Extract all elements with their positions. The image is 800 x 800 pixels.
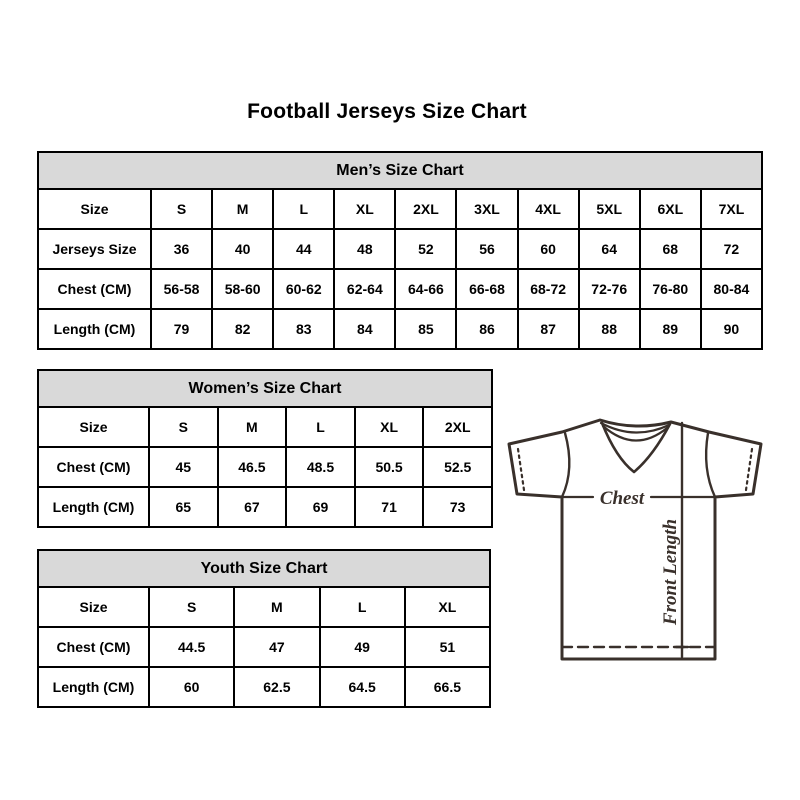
row-label: Chest (CM) — [38, 269, 151, 309]
size-value-cell: 73 — [423, 487, 492, 527]
size-value-cell: 72 — [701, 229, 762, 269]
chest-label: Chest — [599, 488, 645, 509]
size-value-cell: 2XL — [423, 407, 492, 447]
size-value-cell: 56 — [456, 229, 517, 269]
size-value-cell: 58-60 — [212, 269, 273, 309]
size-value-cell: XL — [405, 587, 490, 627]
size-value-cell: 64-66 — [395, 269, 456, 309]
size-value-cell: 85 — [395, 309, 456, 349]
table-row — [38, 309, 762, 349]
size-value-cell: S — [149, 587, 234, 627]
size-value-cell: 6XL — [640, 189, 701, 229]
size-value-cell: 40 — [212, 229, 273, 269]
table-row — [38, 269, 762, 309]
size-value-cell: 45 — [149, 447, 218, 487]
size-value-cell: 44 — [273, 229, 334, 269]
size-value-cell: S — [151, 189, 212, 229]
women-table-title: Women’s Size Chart — [38, 370, 492, 407]
size-value-cell: 88 — [579, 309, 640, 349]
row-label: Jerseys Size — [38, 229, 151, 269]
row-label: Length (CM) — [38, 487, 149, 527]
size-value-cell: 52 — [395, 229, 456, 269]
size-value-cell: 82 — [212, 309, 273, 349]
size-value-cell: 4XL — [518, 189, 579, 229]
table-title-row — [38, 370, 492, 407]
v-neck-line — [602, 423, 670, 472]
size-value-cell: 90 — [701, 309, 762, 349]
size-value-cell: 62-64 — [334, 269, 395, 309]
size-value-cell: 64 — [579, 229, 640, 269]
size-value-cell: 60 — [149, 667, 234, 707]
size-value-cell: 83 — [273, 309, 334, 349]
size-value-cell: 86 — [456, 309, 517, 349]
table-row — [38, 487, 492, 527]
size-value-cell: 72-76 — [579, 269, 640, 309]
size-value-cell: L — [320, 587, 405, 627]
size-value-cell: 69 — [286, 487, 355, 527]
size-value-cell: 48 — [334, 229, 395, 269]
size-value-cell: 44.5 — [149, 627, 234, 667]
left-armhole-seam — [562, 433, 569, 497]
size-value-cell: 60-62 — [273, 269, 334, 309]
right-cuff-stitch-line — [746, 449, 752, 490]
table-title-row — [38, 550, 490, 587]
size-value-cell: 80-84 — [701, 269, 762, 309]
size-value-cell: 48.5 — [286, 447, 355, 487]
size-value-cell: 66-68 — [456, 269, 517, 309]
front-length-label: Front Length — [660, 518, 681, 626]
row-label: Chest (CM) — [38, 627, 149, 667]
youth-size-table — [37, 549, 491, 708]
size-value-cell: 47 — [234, 627, 319, 667]
row-label: Chest (CM) — [38, 447, 149, 487]
size-value-cell: 7XL — [701, 189, 762, 229]
size-value-cell: 76-80 — [640, 269, 701, 309]
row-label: Size — [38, 407, 149, 447]
table-row — [38, 587, 490, 627]
size-value-cell: 65 — [149, 487, 218, 527]
size-value-cell: 89 — [640, 309, 701, 349]
youth-table-title: Youth Size Chart — [38, 550, 490, 587]
size-value-cell: 66.5 — [405, 667, 490, 707]
jersey-outline — [509, 420, 761, 659]
size-value-cell: XL — [355, 407, 424, 447]
size-value-cell: 2XL — [395, 189, 456, 229]
size-value-cell: 68-72 — [518, 269, 579, 309]
womens-size-table — [37, 369, 493, 528]
size-value-cell: L — [273, 189, 334, 229]
size-value-cell: 60 — [518, 229, 579, 269]
table-row — [38, 189, 762, 229]
row-label: Length (CM) — [38, 667, 149, 707]
men-table-title: Men’s Size Chart — [38, 152, 762, 189]
page-title: Football Jerseys Size Chart — [247, 100, 527, 123]
size-value-cell: M — [218, 407, 287, 447]
size-value-cell: 64.5 — [320, 667, 405, 707]
size-value-cell: 67 — [218, 487, 287, 527]
size-value-cell: L — [286, 407, 355, 447]
size-value-cell: 62.5 — [234, 667, 319, 707]
left-cuff-stitch-line — [518, 449, 524, 490]
size-value-cell: 50.5 — [355, 447, 424, 487]
size-value-cell: S — [149, 407, 218, 447]
size-value-cell: M — [212, 189, 273, 229]
mens-size-table — [37, 151, 763, 350]
size-value-cell: 71 — [355, 487, 424, 527]
size-value-cell: 56-58 — [151, 269, 212, 309]
size-value-cell: 36 — [151, 229, 212, 269]
row-label: Size — [38, 189, 151, 229]
jersey-illustration — [505, 413, 765, 665]
table-row — [38, 229, 762, 269]
table-row — [38, 407, 492, 447]
size-value-cell: 51 — [405, 627, 490, 667]
right-armhole-seam — [706, 433, 715, 497]
size-value-cell: 68 — [640, 229, 701, 269]
size-value-cell: 46.5 — [218, 447, 287, 487]
size-value-cell: 87 — [518, 309, 579, 349]
size-value-cell: 5XL — [579, 189, 640, 229]
size-value-cell: M — [234, 587, 319, 627]
size-value-cell: 79 — [151, 309, 212, 349]
size-value-cell: 52.5 — [423, 447, 492, 487]
size-value-cell: XL — [334, 189, 395, 229]
size-value-cell: 49 — [320, 627, 405, 667]
table-row — [38, 667, 490, 707]
jersey-measurement-diagram — [505, 413, 765, 665]
row-label: Length (CM) — [38, 309, 151, 349]
table-title-row — [38, 152, 762, 189]
size-value-cell: 84 — [334, 309, 395, 349]
table-row — [38, 447, 492, 487]
table-row — [38, 627, 490, 667]
size-value-cell: 3XL — [456, 189, 517, 229]
row-label: Size — [38, 587, 149, 627]
